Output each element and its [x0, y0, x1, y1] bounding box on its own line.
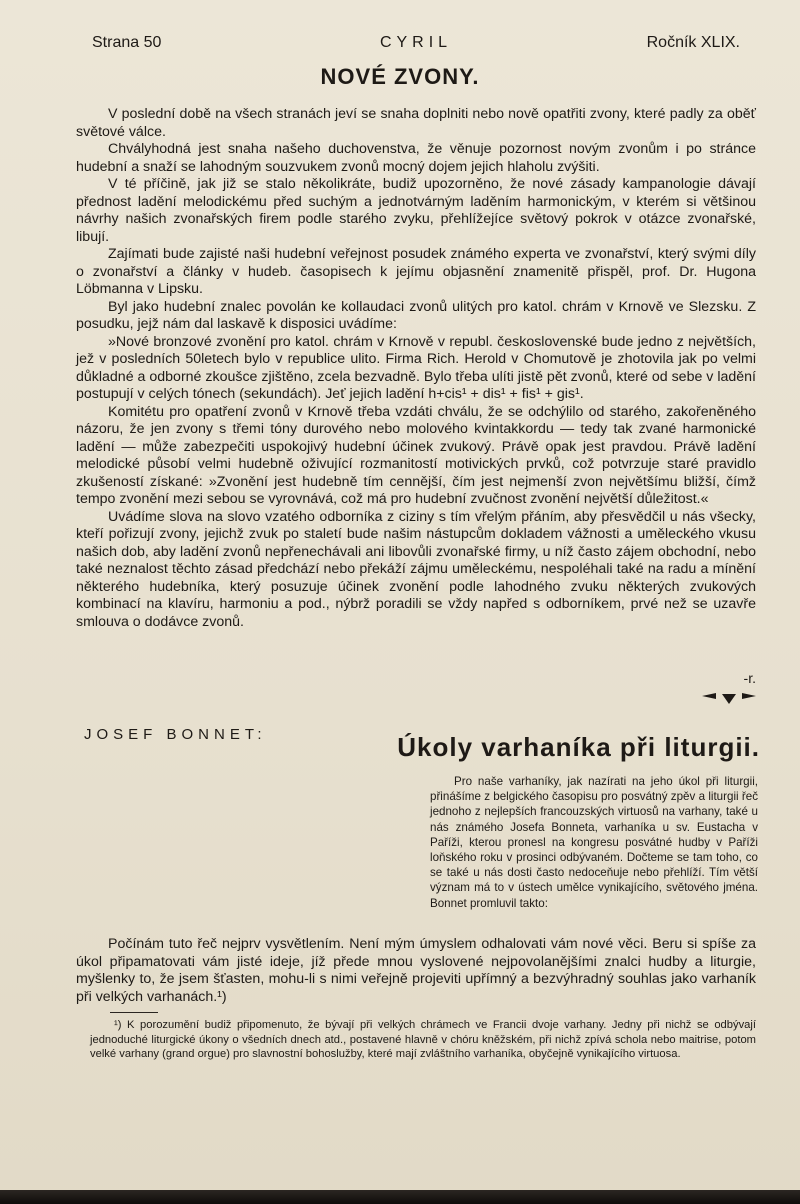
paragraph: Počínám tuto řeč nejprv vysvětlením. Není mým úmyslem odhalovati vám nové věci. Beru si spíše za úkol připamatovati vám jisté ideje, jíž přede mnou vyslovené nejpovolanějšími znalci hudby a liturgie, myšlenky to, že jsem šťasten, mohu-li s nimi veřejně projeviti upřímný a bezvýhradný souhlas jako varhaník při velkých varhanách.¹) [76, 936, 756, 1005]
author-signature: -r. [743, 670, 756, 686]
running-header [92, 34, 740, 56]
scan-bottom-edge [0, 1190, 800, 1204]
article-title-ukoly-varhanika: Úkoly varhaníka při liturgii. [397, 732, 760, 762]
article-author: JOSEF BONNET: [84, 726, 267, 743]
paragraph: Byl jako hudební znalec povolán ke kollaudaci zvonů ulitých pro katol. chrám v Krnově ve Slezsku. Z posudku, jejž nám dal laskavě k disposici uvádíme: [76, 298, 756, 332]
paragraph: »Nové bronzové zvonění pro katol. chrám v Krnově v republ. československé bude jedno z největších, jež v posledních 50letech bylo v republice ulito. Firma Rich. Herold v Chomutově je zhotovila jak po velmi důkladné a odborné zkoušce zjištěno, zcela bezvadně. Bylo třeba ulíti jistě pět zvonů, které od sebe v ladění postupují v celých tónech (sekundách). Jeť jejich ladění h+cis¹ + dis¹ + fis¹ + gis¹. [76, 333, 756, 402]
paragraph: Chvályhodná jest snaha našeho duchovenstva, že věnuje pozornost novým zvonům i po stránce hudební a snaží se lahodným souzvukem zvonů mocný dojem jejich hlaholu zvýšiti. [76, 141, 756, 175]
editorial-intro [430, 774, 758, 911]
section-divider-ornament-icon [700, 690, 758, 706]
volume-number: Ročník XLIX. [646, 34, 740, 51]
article-body-nove-zvony [76, 106, 756, 631]
article-body-ukoly-varhanika [76, 936, 756, 1006]
paragraph: Zajímati bude zajisté naši hudební veřejnost posudek známého experta ve zvonařství, který svými díly o zvonařství a články v hudeb. časopisech k jejímu objasnění znamenitě přispěl, prof. Dr. Hugona Löbmanna v Lipsku. [76, 246, 756, 297]
footnote-rule [110, 1012, 158, 1013]
footnote-text: ¹) K porozumění budiž připomenuto, že bývají při velkých chrámech ve Francii dvoje varhany. Jedny při nichž se odbývají jednoduché liturgické úkony o všedních dnech atd., postavené hlavně v chóru kněžském, při nichž zpívá schola nebo maitrise, potom velké varhany (grand orgue) pro slavnostní bohoslužby, které mají zvláštního varhaníka, obyčejně vynikajícího virtuosa. [90, 1019, 756, 1060]
journal-name: CYRIL [379, 34, 453, 51]
page-number: Strana 50 [92, 34, 162, 51]
article-title-nove-zvony: NOVÉ ZVONY. [320, 64, 480, 89]
paragraph: V té příčině, jak již se stalo několikráte, budiž upozorněno, že nové zásady kampanologie dávají přednost ladění melodickému před suchým a jednotvárným laděním harmonickým, v kterém si většinou návrhy našich zvonařských firem podle starého zvyku, přehlížejíce světový pokrok v otázce zvonařské, libují. [76, 176, 756, 245]
paragraph: V poslední době na všech stranách jeví se snaha doplniti nebo nově opatřiti zvony, které padly za oběť světové válce. [76, 106, 756, 140]
intro-paragraph: Pro naše varhaníky, jak nazírati na jeho úkol při liturgii, přinášíme z belgického časopisu pro posvátný zpěv a liturgii řeč jednoho z nejlepších francouzských virtuosů na varhany, také u nás známého Josefa Bonneta, varhaníka u sv. Eustacha v Paříži, kterou pronesl na kongresu posvátné hudby v Paříži loňského roku v prosinci odbývaném. Dočteme se tam toho, co se také u nás dosti často nedoceňuje nebo přehlíží. Tím větší význam má to v ústech umělce vynikajícího, světového jména. Bonnet promluvil takto: [430, 775, 758, 910]
footnote [90, 1018, 756, 1062]
paragraph: Komitétu pro opatření zvonů v Krnově třeba vzdáti chválu, že se odchýlilo od starého, zakořeněného názoru, že jen zvony s třemi tóny durového nebo molového kvintakkordu — tedy tak zvané harmonické ladění — může zabezpečiti uspokojivý hudební účinek zvukový. Právě opak jest pravdou. Právě ladění melodické působí velmi hudebně oživující rozmanitostí motivických prvků, což potvrzuje staré pravidlo zkušeností získané: »Zvonění jest hudebně tím cennější, čím jest nejmenší zvon největšímu bližší, čímž tempo zvonění mezi sebou se vyrovnává, což má pro hudební zvučnost zvonění největší důležitost.« [76, 403, 756, 507]
paragraph: Uvádíme slova na slovo vzatého odborníka z ciziny s tím vřelým přáním, aby přesvědčil u nás všecky, kteří pořizují zvony, jejichž zvuk po staletí bude našim nástupcům dokladem vážnosti a uměleckého vkusu našich dob, aby ladění zvonů nepřenechávali ani libovůli zvonařské firmy, u níž často zájem obchodní, nebo také neznalost těchto zásad předchází nebo překáží zájmu uměleckému, nespoléhali také na radu a mínění některého hudebníka, který posuzuje účinek zvonění podle lahodného zvuku některých zvukových kombinací na klavíru, harmoniu a pod., nýbrž poradili se vždy napřed s odborníkem, prvé než se uzavře smlouva o dodávce zvonů. [76, 508, 756, 630]
